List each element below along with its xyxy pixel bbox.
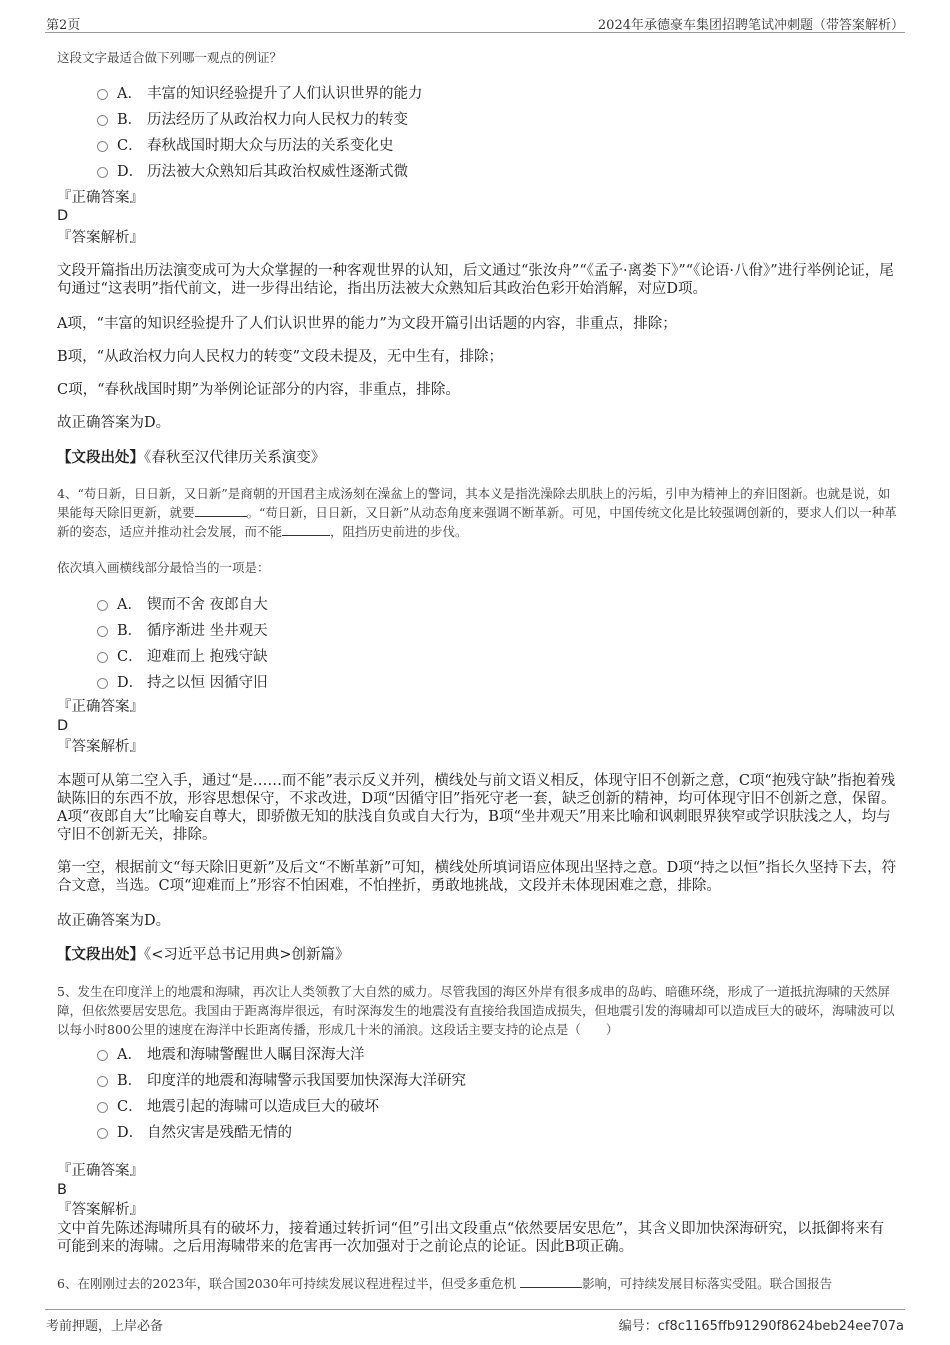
q4-answer-label: 『正确答案』 — [57, 699, 144, 715]
option-letter: D． — [117, 164, 144, 180]
q4-prompt: 依次填入画横线部分最恰当的一项是： — [57, 560, 270, 575]
option-letter: D． — [117, 1125, 144, 1141]
document-code — [619, 1315, 904, 1334]
q3-source — [57, 449, 325, 467]
option-letter: C． — [117, 649, 143, 665]
option-text: 丰富的知识经验提升了人们认识世界的能力 — [147, 86, 423, 102]
radio-icon[interactable] — [97, 600, 108, 611]
page-number: 第2页 — [46, 18, 81, 33]
footer-slogan: 考前押题，上岸必备 — [46, 1319, 164, 1334]
q4-analysis-label: 『答案解析』 — [57, 739, 144, 755]
q4-option-b[interactable] — [97, 619, 268, 640]
option-letter: A． — [117, 597, 142, 613]
q4-stem-part: 4、“苟日新，日日新，又日新”是商朝的开国君主成汤刻在澡盆上的警词，其本义是指洗澡除去肌肤上的污垢，引申为精神上的弃旧图新。也就是说，如果能每天除旧更新，就要 — [57, 486, 891, 520]
radio-icon[interactable] — [97, 115, 108, 126]
q5-answer-label: 『正确答案』 — [57, 1163, 144, 1179]
q4-stem-part: ，阻挡历史前进的步伐。 — [330, 524, 468, 539]
option-letter: B． — [117, 112, 143, 128]
option-letter: D． — [117, 675, 144, 691]
q4-stem — [57, 484, 897, 541]
radio-icon[interactable] — [97, 678, 108, 689]
q3-analysis-paragraph: C项，“春秋战国时期”为举例论证部分的内容，非重点，排除。 — [57, 382, 460, 398]
q5-analysis-label: 『答案解析』 — [57, 1202, 144, 1218]
radio-icon[interactable] — [97, 1050, 108, 1061]
radio-icon[interactable] — [97, 1076, 108, 1087]
q4-source — [57, 946, 350, 964]
option-text: 锲而不舍 夜郎自大 — [147, 597, 268, 613]
code-value: cf8c1165ffb91290f8624beb24ee707a — [657, 1319, 904, 1334]
q3-option-d[interactable] — [97, 160, 408, 181]
q4-option-d[interactable] — [97, 671, 268, 692]
radio-icon[interactable] — [97, 141, 108, 152]
header-divider — [45, 32, 905, 33]
q3-option-b[interactable] — [97, 108, 408, 129]
q4-analysis-paragraph: 第一空，根据前文“每天除旧更新”及后文“不断革新”可知，横线处所填词语应体现出坚持之意。D项“持之以恒”指长久坚持下去，符合文意，当选。C项“迎难而上”形容不怕困难，不怕挫折，勇敢地挑战，文段并未体现困难之意，排除。 — [57, 860, 897, 894]
q5-option-c[interactable] — [97, 1095, 379, 1116]
radio-icon[interactable] — [97, 1102, 108, 1113]
q5-stem: 5、发生在印度洋上的地震和海啸，再次让人类领教了大自然的威力。尽管我国的海区外岸有很多成串的岛屿、暗礁环绕，形成了一道抵抗海啸的天然屏障，但依然要居安思危。我国由于距离海岸很远，有时深海发生的地震没有直接给我国造成损失，但地震引发的海啸却可以造成巨大的破坏，海啸波可以以每小时800公里的速度在海洋中长距离传播，形成几十米的涌浪。这段话主要支持的论点是（ ） — [57, 984, 895, 1037]
fill-blank — [520, 1274, 582, 1288]
q3-answer: D — [57, 208, 69, 224]
option-letter: A． — [117, 86, 142, 102]
option-letter: C． — [117, 1099, 143, 1115]
q5-option-d[interactable] — [97, 1121, 292, 1142]
source-label: 【文段出处】 — [57, 449, 144, 466]
q4-option-a[interactable] — [97, 593, 268, 614]
q6-stem-part: 影响，可持续发展目标落实受阻。联合国报告 — [582, 1276, 833, 1291]
q3-analysis-paragraph: 文段开篇指出历法演变成可为大众掌握的一种客观世界的认知，后文通过“张汝舟”“《孟子·离娄下》”“《论语·八佾》”进行举例论证，尾句通过“这表明”指代前文，进一步得出结论，指出历法被大众熟知后其政治色彩开始消解，对应D项。 — [57, 263, 894, 297]
q3-option-a[interactable] — [97, 82, 423, 103]
q6-stem-part: 6、在刚刚过去的2023年，联合国2030年可持续发展议程进程过半，但受多重危机 — [57, 1276, 521, 1291]
q4-answer: D — [57, 718, 69, 734]
source-label: 【文段出处】 — [57, 946, 144, 963]
option-letter: B． — [117, 623, 143, 639]
q5-analysis-paragraph: 文中首先陈述海啸所具有的破坏力，接着通过转折词“但”引出文段重点“依然要居安思危”，其含义即加快深海研究，以抵御将来有可能到来的海啸。之后用海啸带来的危害再一次加强对于之前论点的论证。因此B项正确。 — [57, 1221, 885, 1255]
radio-icon[interactable] — [97, 652, 108, 663]
fill-blank — [195, 503, 247, 517]
q3-prompt: 这段文字最适合做下列哪一观点的例证？ — [57, 50, 283, 65]
q4-option-c[interactable] — [97, 645, 268, 666]
option-text: 历法经历了从政治权力向人民权力的转变 — [147, 112, 408, 128]
fill-blank — [282, 522, 330, 536]
radio-icon[interactable] — [97, 1128, 108, 1139]
option-text: 持之以恒 因循守旧 — [147, 675, 268, 691]
option-letter: B． — [117, 1073, 143, 1089]
q4-analysis-paragraph: 故正确答案为D。 — [57, 913, 171, 929]
q6-stem — [57, 1274, 897, 1293]
q5-option-a[interactable] — [97, 1043, 365, 1064]
q3-analysis-label: 『答案解析』 — [57, 230, 144, 246]
q3-option-c[interactable] — [97, 134, 394, 155]
radio-icon[interactable] — [97, 626, 108, 637]
q3-analysis-paragraph: A项，“丰富的知识经验提升了人们认识世界的能力”为文段开篇引出话题的内容，非重点，排除； — [57, 316, 677, 332]
option-text: 历法被大众熟知后其政治权威性逐渐式微 — [147, 164, 408, 180]
option-text: 地震和海啸警醒世人瞩目深海大洋 — [147, 1047, 365, 1063]
radio-icon[interactable] — [97, 167, 108, 178]
q3-analysis-paragraph: 故正确答案为D。 — [57, 415, 171, 431]
option-text: 春秋战国时期大众与历法的关系变化史 — [147, 138, 394, 154]
option-text: 印度洋的地震和海啸警示我国要加快深海大洋研究 — [147, 1073, 466, 1089]
source-title: 《<习近平总书记用典>创新篇》 — [144, 947, 350, 963]
option-text: 循序渐进 坐井观天 — [147, 623, 268, 639]
option-text: 自然灾害是残酷无情的 — [147, 1125, 292, 1141]
option-text: 地震引起的海啸可以造成巨大的破坏 — [147, 1099, 379, 1115]
q3-answer-label: 『正确答案』 — [57, 190, 144, 206]
q4-analysis-paragraph: 本题可从第二空入手，通过“是……而不能”表示反义并列，横线处与前文语义相反，体现守旧不创新之意，C项“抱残守缺”指抱着残缺陈旧的东西不放，形容思想保守，不求改进，D项“因循守旧”指死守老一套，缺乏创新的精神，均可体现守旧不创新之意，保留。A项“夜郎自大”比喻妄自尊大，即骄傲无知的肤浅自负或自大行为，B项“坐井观天”用来比喻和讽刺眼界狭窄或学识肤浅之人，均与守旧不创新无关，排除。 — [57, 773, 896, 843]
option-text: 迎难而上 抱残守缺 — [147, 649, 268, 665]
q4-stem-part: 。“苟日新，日日新，又日新”从动态角度来强调不断革新。可见，中国传统文化是比较强调创新的，要求人们以一种革新的姿态，适应并推动社会发展，而不能 — [57, 505, 897, 539]
option-letter: A． — [117, 1047, 142, 1063]
radio-icon[interactable] — [97, 89, 108, 100]
q5-option-b[interactable] — [97, 1069, 466, 1090]
code-label: 编号： — [618, 1319, 658, 1334]
document-title: 2024年承德豪车集团招聘笔试冲刺题（带答案解析） — [597, 18, 904, 33]
q3-analysis-paragraph: B项，“从政治权力向人民权力的转变”文段未提及，无中生有，排除； — [57, 349, 503, 365]
source-title: 《春秋至汉代律历关系演变》 — [144, 450, 326, 466]
q5-answer: B — [57, 1182, 67, 1198]
option-letter: C． — [117, 138, 143, 154]
footer-divider — [45, 1309, 905, 1310]
